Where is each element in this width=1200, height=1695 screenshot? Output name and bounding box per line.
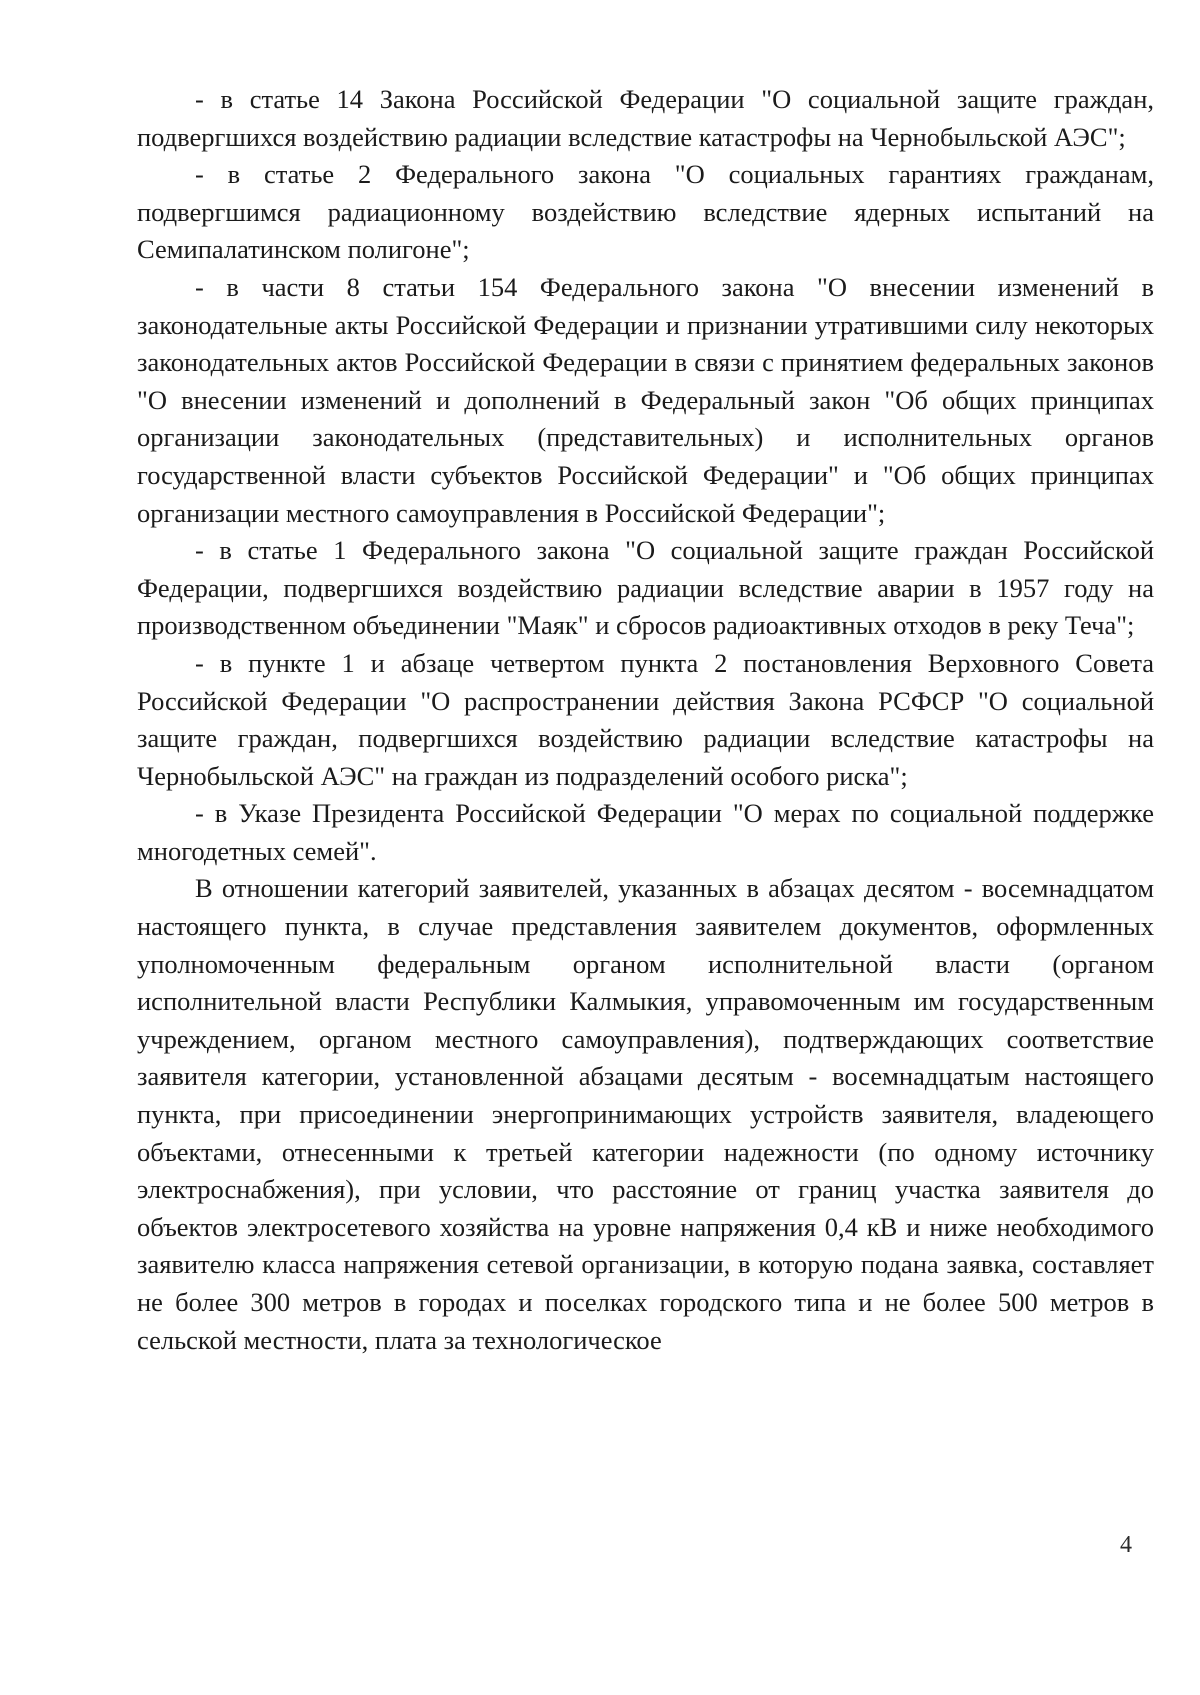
paragraph-article-154: - в части 8 статьи 154 Федерального закона "О внесении изменений в законодательные акты Российской Федерации и признании утратившими силу некоторых законодательных актов Российской Федерации в связи с принятием федеральных законов "О внесении изменений и дополнений в Федеральный закон "Об общих принципах организации законодательных (представительных) и исполнительных органов государственной власти субъектов Российской Федерации" и "Об общих принципах организации местного самоуправления в Российской Федерации";: [137, 271, 1154, 528]
paragraph-special-risk-resolution: - в пункте 1 и абзаце четвертом пункта 2 постановления Верховного Совета Российской Федерации "О распространении действия Закона РСФСР "О социальной защите граждан, подвергшихся воздействию радиации вследствие катастрофы на Чернобыльской АЭС" на граждан из подразделений особого риска";: [137, 647, 1154, 791]
paragraph-mayak-law: - в статье 1 Федерального закона "О социальной защите граждан Российской Федерации, подвергшихся воздействию радиации вследствие аварии в 1957 году на производственном объединении "Маяк" и сбросов радиоактивных отходов в реку Теча";: [137, 535, 1154, 641]
paragraph-chernobyl-law: - в статье 14 Закона Российской Федерации "О социальной защите граждан, подвергшихся воздействию радиации вследствие катастрофы на Чернобыльской АЭС";: [137, 84, 1154, 152]
page-number: 4: [1120, 1532, 1132, 1558]
paragraph-large-families-decree: - в Указе Президента Российской Федерации "О мерах по социальной поддержке многодетных семей".: [137, 798, 1154, 866]
paragraph-semipalatinsk-law: - в статье 2 Федерального закона "О социальных гарантиях гражданам, подвергшимся радиационному воздействию вследствие ядерных испытаний на Семипалатинском полигоне";: [137, 159, 1154, 265]
document-body: [137, 81, 1154, 1359]
paragraph-applicant-categories: В отношении категорий заявителей, указанных в абзацах десятом - восемнадцатом настоящего пункта, в случае представления заявителем документов, оформленных уполномоченным федеральным органом исполнительной власти (органом исполнительной власти Республики Калмыкия, управомоченным им государственным учреждением, органом местного самоуправления), подтверждающих соответствие заявителя категории, установленной абзацами десятым - восемнадцатым настоящего пункта, при присоединении энергопринимающих устройств заявителя, владеющего объектами, отнесенными к третьей категории надежности (по одному источнику электроснабжения), при условии, что расстояние от границ участка заявителя до объектов электросетевого хозяйства на уровне напряжения 0,4 кВ и ниже необходимого заявителю класса напряжения сетевой организации, в которую подана заявка, составляет не более 300 метров в городах и поселках городского типа и не более 500 метров в сельской местности, плата за технологическое: [137, 873, 1154, 1355]
